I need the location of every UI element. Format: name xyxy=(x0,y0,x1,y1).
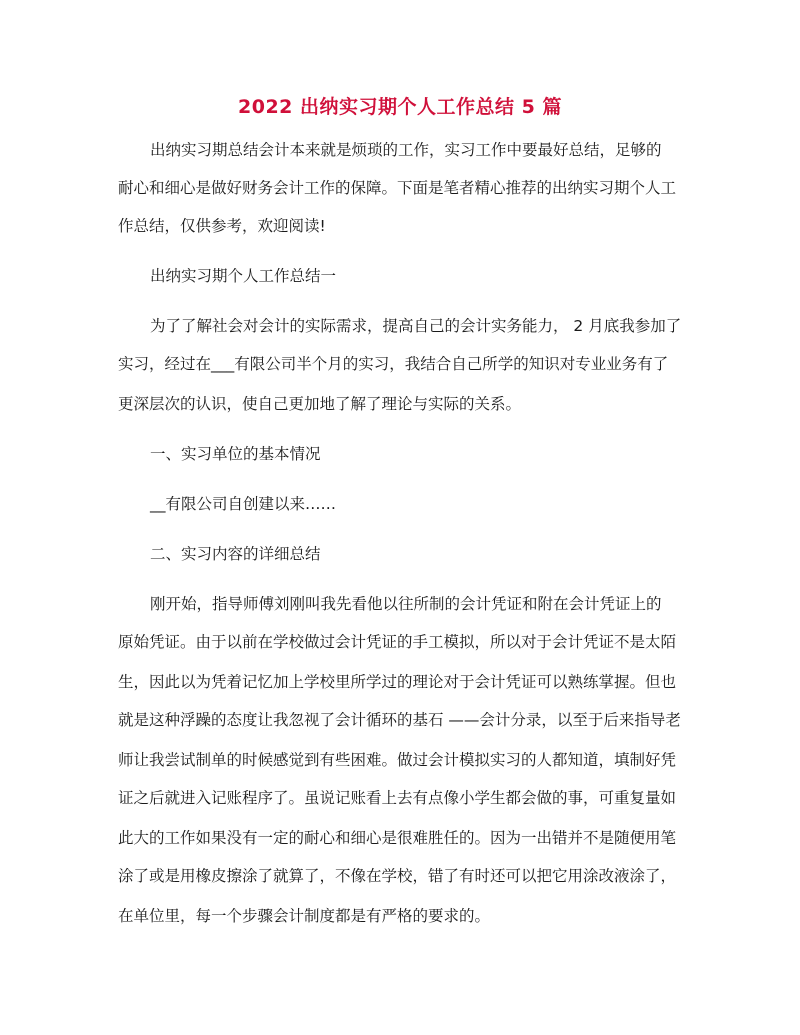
company-line: __有限公司自创建以来…… xyxy=(150,495,337,513)
heading-details: 二、实习内容的详细总结 xyxy=(150,545,321,563)
intro-line-1: 出纳实习期总结会计本来就是烦琐的工作，实习工作中要最好总结，足够的 xyxy=(150,141,662,159)
para1-line-3: 更深层次的认识，使自己更加地了解了理论与实际的关系。 xyxy=(118,395,522,413)
heading-basic-info: 一、实习单位的基本情况 xyxy=(150,445,321,463)
para2-line-2: 原始凭证。由于以前在学校做过会计凭证的手工模拟，所以对于会计凭证不是太陌 xyxy=(118,633,677,651)
para1-line-2: 实习，经过在___有限公司半个月的实习，我结合自己所学的知识对专业业务有了 xyxy=(118,355,669,373)
para2-line-1: 刚开始，指导师傅刘刚叫我先看他以往所制的会计凭证和附在会计凭证上的 xyxy=(150,595,662,613)
intro-line-2: 耐心和细心是做好财务会计工作的保障。下面是笔者精心推荐的出纳实习期个人工 xyxy=(118,179,677,197)
para2-line-8: 涂了或是用橡皮擦涂了就算了，不像在学校，错了有时还可以把它用涂改液涂了， xyxy=(118,867,677,885)
para2-line-6: 证之后就进入记账程序了。虽说记账看上去有点像小学生都会做的事，可重复量如 xyxy=(118,789,677,807)
para2-line-9: 在单位里，每一个步骤会计制度都是有严格的要求的。 xyxy=(118,907,491,925)
para2-line-7: 此大的工作如果没有一定的耐心和细心是很难胜任的。因为一出错并不是随便用笔 xyxy=(118,829,677,847)
para2-line-5: 师让我尝试制单的时候感觉到有些困难。做过会计模拟实习的人都知道，填制好凭 xyxy=(118,751,677,769)
para1-line-1: 为了了解社会对会计的实际需求，提高自己的会计实务能力， 2 月底我参加了 xyxy=(150,317,682,335)
document-title: 2022 出纳实习期个人工作总结 5 篇 xyxy=(238,96,562,118)
para2-line-4: 就是这种浮躁的态度让我忽视了会计循环的基石 ——会计分录，以至于后来指导老 xyxy=(118,711,681,729)
para2-line-3: 生，因此以为凭着记忆加上学校里所学过的理论对于会计凭证可以熟练掌握。但也 xyxy=(118,673,677,691)
section-heading: 出纳实习期个人工作总结一 xyxy=(150,267,337,285)
intro-line-3: 作总结，仅供参考，欢迎阅读! xyxy=(118,217,326,235)
